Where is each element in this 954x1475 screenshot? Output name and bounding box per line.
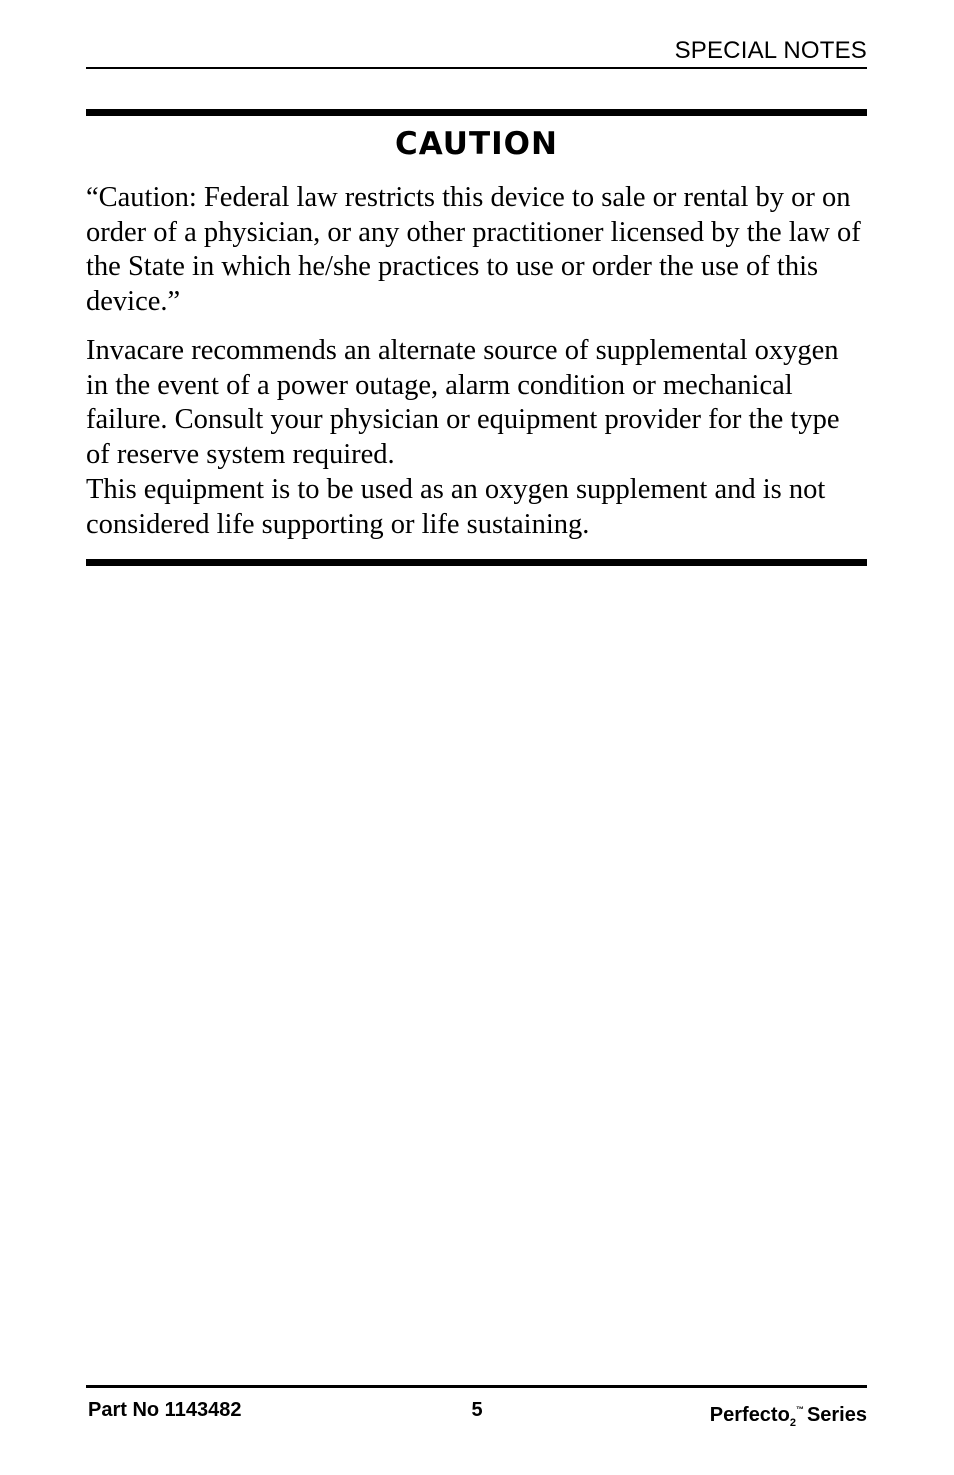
footer-divider	[86, 1385, 867, 1388]
product-subscript: 2	[789, 1417, 796, 1429]
product-name: Perfecto	[709, 1404, 790, 1426]
caution-paragraph-supplement: This equipment is to be used as an oxygen supplement and is not considered life supporting or life sustaining.	[86, 474, 826, 540]
caution-paragraph-alternate-oxygen: Invacare recommends an alternate source of supplemental oxygen in the event of a power outage, alarm condition or mechanical failure. Consult your physician or equipment provider for the type of reserve system required.	[86, 335, 840, 470]
section-title: SPECIAL NOTES	[674, 37, 867, 64]
caution-heading: CAUTION	[395, 126, 558, 162]
trademark-symbol: ™	[795, 1405, 804, 1414]
footer-page-number: 5	[471, 1399, 483, 1421]
caution-paragraph-federal-law: “Caution: Federal law restricts this device to sale or rental by or on order of a physician, or any other practitioner licensed by the law of the State in which he/she practices to use or order the use of this device.”	[86, 182, 861, 317]
caution-box-bottom-rule	[86, 559, 867, 566]
header-divider	[86, 67, 867, 69]
product-suffix: Series	[806, 1404, 867, 1426]
caution-box-top-rule	[86, 109, 867, 116]
footer-product-name	[710, 1397, 867, 1436]
footer-part-number: Part No 1143482	[88, 1399, 242, 1421]
